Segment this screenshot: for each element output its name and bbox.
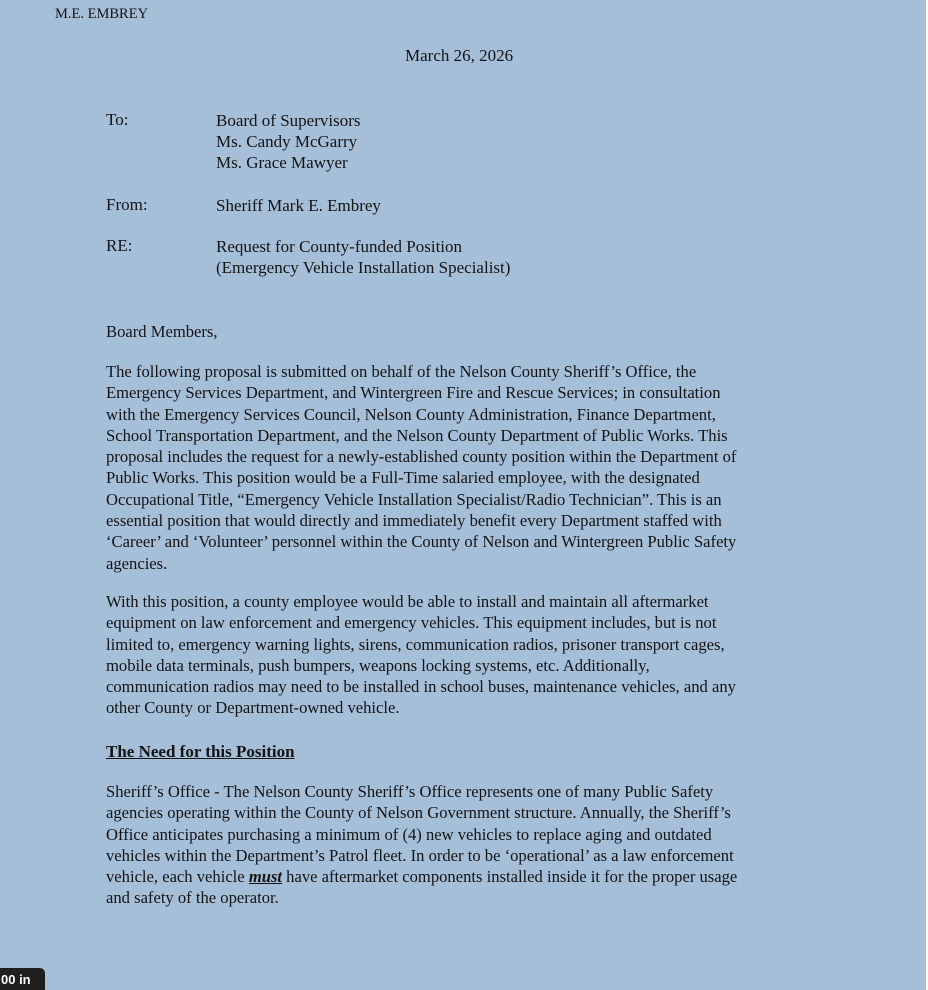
re-line: (Emergency Vehicle Installation Specialist) <box>216 258 511 277</box>
zoom-level-badge: 00 in <box>0 968 45 990</box>
paragraph-line: Public Works. This position would be a Full-Time salaried employee, with the designated <box>106 468 700 488</box>
from-value: Sheriff Mark E. Embrey <box>216 196 381 215</box>
to-recipients <box>216 110 360 173</box>
paragraph-line: other County or Department-owned vehicle. <box>106 698 400 718</box>
line-text: vehicle, each vehicle <box>106 867 249 887</box>
to-label: To: <box>106 110 129 129</box>
paragraph-line: vehicles within the Department’s Patrol fleet. In order to be ‘operational’ as a law enforcement <box>106 845 734 865</box>
paragraph-line: proposal includes the request for a newly-established county position within the Department of <box>106 447 737 467</box>
header-author: M.E. EMBREY <box>55 6 149 22</box>
paragraph-line: Emergency Services Department, and Wintergreen Fire and Rescue Services; in consultation <box>106 383 721 403</box>
paragraph-line: agencies operating within the County of Nelson Government structure. Annually, the Sheriff’s <box>106 803 731 823</box>
paragraph-line: agencies. <box>106 553 168 573</box>
paragraph-line: Occupational Title, “Emergency Vehicle Installation Specialist/Radio Technician”. This is an <box>106 489 722 509</box>
paragraph-line: mobile data terminals, push bumpers, weapons locking systems, etc. Additionally, <box>106 655 650 675</box>
paragraph-line <box>106 866 826 887</box>
paragraph-line: Sheriff’s Office - The Nelson County Sheriff’s Office represents one of many Public Safety <box>106 782 714 801</box>
re-subject <box>216 236 510 278</box>
paragraph-line: limited to, emergency warning lights, sirens, communication radios, prisoner transport cages, <box>106 634 725 654</box>
from-label: From: <box>106 195 148 214</box>
paragraph-line: With this position, a county employee would be able to install and maintain all aftermarket <box>106 592 709 611</box>
memo-date: March 26, 2026 <box>405 46 514 65</box>
re-label: RE: <box>106 236 133 255</box>
to-line: Ms. Grace Mawyer <box>216 153 348 172</box>
paragraph-line: equipment on law enforcement and emergency vehicles. This equipment includes, but is not <box>106 613 717 633</box>
paragraph-proposal <box>106 361 826 574</box>
paragraph-line: ‘Career’ and ‘Volunteer’ personnel within the County of Nelson and Wintergreen Public Safety <box>106 532 737 552</box>
paragraph-line: and safety of the operator. <box>106 888 279 908</box>
paragraph-equipment <box>106 591 826 719</box>
to-line: Board of Supervisors <box>216 111 361 130</box>
line-text: have aftermarket components installed inside it for the proper usage <box>282 867 738 887</box>
paragraph-line: with the Emergency Services Council, Nelson County Administration, Finance Department, <box>106 404 716 424</box>
paragraph-sheriffs-office <box>106 781 826 909</box>
paragraph-line: School Transportation Department, and the Nelson County Department of Public Works. This <box>106 425 728 445</box>
re-line: Request for County-funded Position <box>216 237 463 256</box>
section-heading: The Need for this Position <box>106 742 295 761</box>
greeting: Board Members, <box>106 322 218 341</box>
paragraph-line: communication radios may need to be installed in school buses, maintenance vehicles, and any <box>106 677 736 697</box>
emphasis-must: must <box>248 867 283 887</box>
to-line: Ms. Candy McGarry <box>216 132 358 151</box>
paragraph-line: Office anticipates purchasing a minimum of (4) new vehicles to replace aging and outdated <box>106 824 712 844</box>
paragraph-line: essential position that would directly and immediately benefit every Department staffed with <box>106 511 722 531</box>
paragraph-line: The following proposal is submitted on behalf of the Nelson County Sheriff’s Office, the <box>106 362 697 381</box>
